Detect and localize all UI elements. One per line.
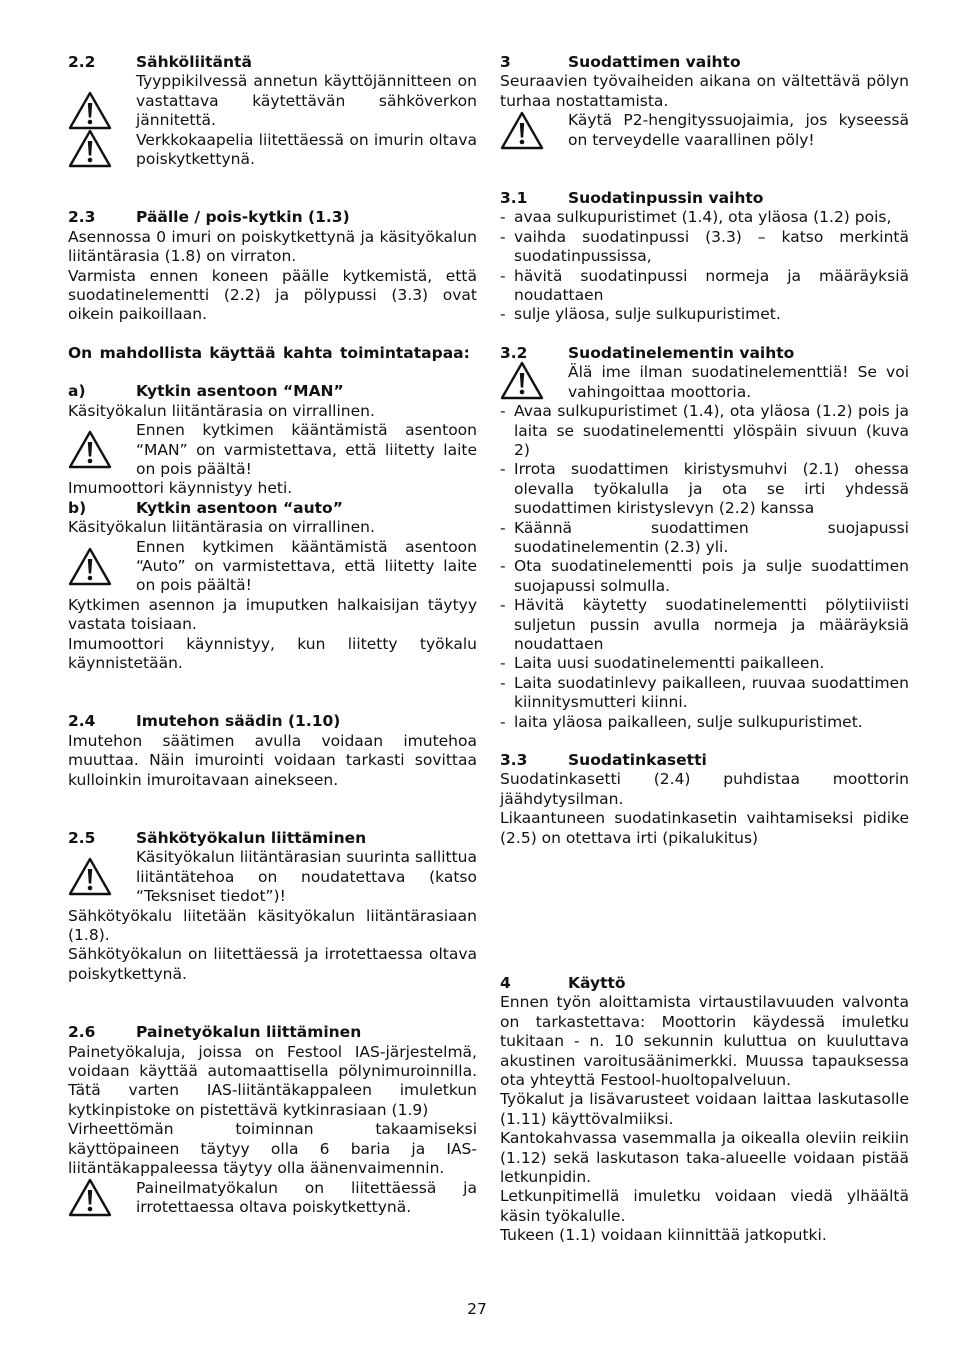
paragraph: Ennen työn aloittamista virtaustilavuuden valvonta on tarkastettava: Moottorin käydessä imuletku tukitaan - n. 10 sekunnin kuluttua on kuuluttava akustinen varoitusäänimerkki. Muussa tapauksessa ota yhteyttä Festool-huoltopalveluun. — [500, 993, 909, 1090]
paragraph: Imutehon säätimen avulla voidaan imutehoa muuttaa. Näin imurointi voidaan tarkasti sovittaa kulloinkin imuroitavaan ainekseen. — [68, 731, 477, 789]
section-heading — [68, 53, 477, 72]
section-heading — [68, 1023, 477, 1042]
paragraph: Tukeen (1.1) voidaan kiinnittää jatkoputki. — [500, 1226, 827, 1245]
list-item: - sulje yläosa, sulje sulkupuristimet. — [500, 305, 909, 324]
subsection-heading — [68, 499, 477, 518]
paragraph: Asennossa 0 imuri on poiskytkettynä ja käsityökalun liitäntärasia (1.8) on virraton. — [68, 227, 477, 266]
list-item: - laita yläosa paikalleen, sulje sulkupuristimet. — [500, 713, 909, 732]
paragraph: Imumoottori käynnistyy, kun liitetty työkalu käynnistetään. — [68, 634, 477, 672]
section-number: 2.2 — [68, 53, 96, 71]
paragraph: Varmista ennen koneen päälle kytkemistä, että suodatinelementti (2.2) ja pölypussi (3.3) ovat oikein paikoillaan. — [68, 266, 477, 324]
paragraph: Kytkimen asennon ja imuputken halkaisijan täytyy vastata toisiaan. — [68, 595, 477, 634]
paragraph: Imumoottori käynnistyy heti. — [68, 479, 293, 498]
warning-triangle-icon — [68, 1178, 112, 1218]
section-title: Suodatinpussin vaihto — [568, 189, 764, 208]
section-2-4 — [68, 712, 477, 790]
warning-triangle-icon — [68, 547, 112, 587]
warning-triangle-icon — [500, 111, 544, 151]
section-title: Päälle / pois-kytkin (1.3) — [136, 208, 350, 227]
subsection-title: Kytkin asentoon “MAN” — [136, 382, 344, 401]
section-title: Suodattimen vaihto — [568, 53, 741, 71]
warning-block — [68, 848, 477, 906]
right-column — [500, 53, 909, 1245]
paragraph: Sähkötyökalu liitetään käsityökalun liitäntärasiaan (1.8). — [68, 906, 477, 945]
warning-text: Käsityökalun liitäntärasian suurinta sallittua liitäntätehoa on noudatettava (katso “Teksniset tiedot”)! — [136, 848, 477, 906]
warning-block — [68, 1179, 477, 1218]
section-3 — [500, 53, 909, 150]
section-title: Painetyökalun liittäminen — [136, 1023, 362, 1042]
step-list — [500, 402, 909, 732]
section-number: 3.3 — [500, 751, 528, 769]
warning-block — [68, 538, 477, 596]
step-list — [500, 208, 909, 324]
list-item: - Käännä suodattimen suojapussi suodatinelementin (2.3) yli. — [500, 519, 909, 558]
paragraph: Letkunpitimellä imuletku voidaan viedä ylhäältä käsin työkalulle. — [500, 1187, 909, 1225]
paragraph: Työkalut ja lisävarusteet voidaan laittaa laskutasolle (1.11) käyttövalmiiksi. — [500, 1090, 909, 1128]
subsection-number: a) — [68, 382, 86, 401]
warning-block — [68, 72, 477, 130]
list-item: - Laita suodatinlevy paikalleen, ruuvaa suodattimen kiinnitysmutteri kiinni. — [500, 674, 909, 713]
warning-text: Käytä P2-hengityssuojaimia, jos kyseessä on terveydelle vaarallinen pöly! — [568, 111, 909, 149]
warning-block — [500, 111, 909, 150]
section-title: Suodatinelementin vaihto — [568, 343, 795, 362]
warning-block — [68, 131, 477, 170]
warning-text: Ennen kytkimen kääntämistä asentoon “MAN” on varmistettava, että liitetty laite on pois päältä! — [136, 421, 477, 478]
section-2-5 — [68, 829, 477, 984]
warning-triangle-icon — [68, 430, 112, 470]
subsection-heading — [68, 382, 477, 401]
warning-triangle-icon — [500, 361, 544, 401]
list-item: - hävitä suodatinpussi normeja ja määräyksiä noudattaen — [500, 267, 909, 306]
section-heading — [500, 344, 909, 363]
warning-triangle-icon — [68, 857, 112, 897]
section-3-2 — [500, 344, 909, 732]
section-number: 2.3 — [68, 208, 96, 227]
section-heading — [500, 751, 909, 770]
warning-block — [500, 363, 909, 402]
section-heading — [500, 189, 909, 208]
section-4 — [500, 974, 909, 1246]
section-2-6 — [68, 1023, 477, 1217]
section-heading — [68, 712, 477, 731]
section-title: Sähkötyökalun liittäminen — [136, 829, 367, 847]
warning-text: Paineilmatyökalun on liitettäessä ja irrotettaessa oltava poiskytkettynä. — [136, 1178, 477, 1216]
subsection-title: Kytkin asentoon “auto” — [136, 498, 343, 517]
section-heading — [500, 974, 909, 993]
section-3-3 — [500, 751, 909, 848]
section-heading — [68, 208, 477, 227]
section-number: 3.1 — [500, 189, 528, 208]
paragraph: Painetyökaluja, joissa on Festool IAS-järjestelmä, voidaan käyttää automaattisella pölynimuroinnilla. Tätä varten IAS-liitäntäkappaleen imuletkun kytkinpistoke on pistettävä kytkinrasiaan (1.9) — [68, 1042, 477, 1119]
warning-text: Tyyppikilvessä annetun käyttöjännitteen on vastattava käytettävän sähköverkon jännitettä. — [136, 72, 477, 130]
warning-text: Verkkokaapelia liitettäessä on imurin oltava poiskytkettynä. — [136, 130, 477, 169]
page-number: 27 — [467, 1300, 487, 1318]
paragraph: Suodatinkasetti (2.4) puhdistaa moottorin jäähdytysilman. — [500, 770, 909, 808]
paragraph: Seuraavien työvaiheiden aikana on vältettävä pölyn turhaa nostattamista. — [500, 72, 909, 110]
section-number: 2.6 — [68, 1023, 96, 1042]
warning-text: Älä ime ilman suodatinelementtiä! Se voi vahingoittaa moottoria. — [568, 363, 909, 401]
section-number: 2.4 — [68, 712, 96, 731]
section-number: 2.5 — [68, 829, 96, 847]
section-number: 3.2 — [500, 343, 528, 362]
section-3-1 — [500, 189, 909, 325]
list-item: - avaa sulkupuristimet (1.4), ota yläosa (1.2) pois, — [500, 208, 909, 227]
section-title: Suodatinkasetti — [568, 751, 707, 769]
warning-text: Ennen kytkimen kääntämistä asentoon “Auto” on varmistettava, että liitetty laite on pois päältä! — [136, 537, 477, 595]
section-heading — [68, 829, 477, 848]
section-heading — [500, 53, 909, 72]
paragraph: Virheettömän toiminnan takaamiseksi käyttöpaineen täytyy olla 6 baria ja IAS-liitäntäkappaleessa täytyy olla äänenvaimennin. — [68, 1120, 477, 1178]
paragraph: Käsityökalun liitäntärasia on virrallinen. — [68, 401, 375, 420]
section-2-2 — [68, 53, 477, 169]
modes-heading: On mahdollista käyttää kahta toimintatapaa: — [68, 343, 470, 362]
list-item: - vaihda suodatinpussi (3.3) – katso merkintä suodatinpussissa, — [500, 228, 909, 267]
section-title: Imutehon säädin (1.10) — [136, 712, 341, 731]
paragraph: Sähkötyökalun on liitettäessä ja irrotettaessa oltava poiskytkettynä. — [68, 945, 477, 983]
warning-block — [68, 421, 477, 479]
warning-triangle-icon — [68, 129, 112, 169]
section-2-3 — [68, 208, 477, 673]
section-title: Käyttö — [568, 974, 626, 992]
paragraph: Likaantuneen suodatinkasetin vaihtamiseksi pidike (2.5) on otettava irti (pikalukitus) — [500, 809, 909, 847]
paragraph: Käsityökalun liitäntärasia on virrallinen. — [68, 518, 375, 537]
warning-triangle-icon — [68, 91, 112, 131]
list-item: - Laita uusi suodatinelementti paikalleen. — [500, 654, 909, 673]
list-item: - Hävitä käytetty suodatinelementti pölytiiviisti suljetun pussin avulla normeja ja määräyksiä noudattaen — [500, 596, 909, 654]
paragraph: Kantokahvassa vasemmalla ja oikealla oleviin reikiin (1.12) sekä laskutason taka-alueelle voidaan pistää letkunpidin. — [500, 1129, 909, 1187]
section-title: Sähköliitäntä — [136, 53, 252, 71]
section-number: 3 — [500, 53, 511, 71]
section-number: 4 — [500, 974, 511, 992]
subsection-number: b) — [68, 498, 87, 517]
left-column — [68, 53, 477, 1217]
list-item: - Avaa sulkupuristimet (1.4), ota yläosa (1.2) pois ja laita se suodatinelementti ylöspäin sivuun (kuva 2) — [500, 402, 909, 460]
list-item: - Irrota suodattimen kiristysmuhvi (2.1) ohessa olevalla työkalulla ja ota se irti yhdessä suodattimen kiristyslevyn (2.2) kanssa — [500, 460, 909, 518]
list-item: - Ota suodatinelementti pois ja sulje suodattimen suojapussi solmulla. — [500, 557, 909, 596]
